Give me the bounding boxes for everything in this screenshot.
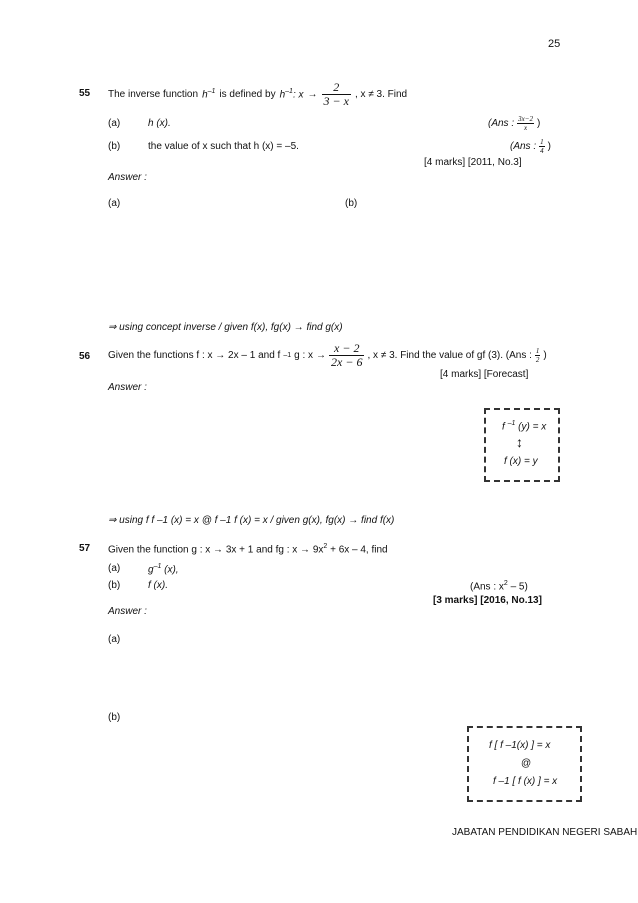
q55-answer-label: Answer : bbox=[108, 172, 147, 183]
q57-part-b-label: (b) bbox=[108, 580, 121, 591]
q56-marks: [4 marks] [Forecast] bbox=[440, 369, 529, 380]
q57-part-a-label: (a) bbox=[108, 563, 121, 574]
q56-box-line2: f (x) = y bbox=[504, 456, 538, 467]
q57-box-line2: f –1 [ f (x) ] = x bbox=[493, 776, 558, 787]
q56-answer-fraction: $\frac{1}{2}$ bbox=[535, 346, 540, 364]
q57-box-line1: f [ f –1(x) ] = x bbox=[489, 740, 551, 751]
q55-fn-h: $h^{-1}$ bbox=[202, 87, 216, 101]
q55-answer-b: (b) bbox=[345, 198, 358, 209]
q55-answer-a: (a) bbox=[108, 198, 121, 209]
question-55-number: 55 bbox=[79, 88, 91, 99]
q55-part-a-answer: (Ans : $\frac{3x-2}{x}$ ) bbox=[488, 114, 541, 132]
q55-part-b-label: (b) bbox=[108, 141, 121, 152]
page-number: 25 bbox=[548, 38, 561, 50]
q57-box-at: @ bbox=[521, 758, 532, 769]
q57-part-b-text: f (x). bbox=[148, 580, 168, 591]
footer-department: JABATAN PENDIDIKAN NEGERI SABAH bbox=[452, 827, 638, 838]
q56-stem-pre: Given the functions f : x → 2x – 1 and f bbox=[108, 349, 281, 361]
q56-arrow: → bbox=[316, 349, 327, 361]
question-55-stem bbox=[108, 76, 407, 112]
q55-part-a-label: (a) bbox=[108, 118, 121, 129]
q56-stem-g: g : x bbox=[294, 349, 314, 361]
q55-part-b-text: the value of x such that h (x) = –5. bbox=[148, 141, 299, 152]
question-57-number: 57 bbox=[79, 543, 91, 554]
q57-part-a-text: $g^{-1}$ (x), bbox=[148, 563, 179, 576]
q56-fraction: $\frac{x - 2}{2x - 6}$ bbox=[331, 340, 363, 369]
q57-marks: [3 marks] [2016, No.13] bbox=[433, 595, 542, 606]
q57-inverse-identity-box bbox=[467, 726, 582, 802]
question-56-number: 56 bbox=[79, 351, 91, 362]
up-down-arrow-icon: ↕ bbox=[516, 434, 523, 450]
q55-condition: , x ≠ 3. Find bbox=[354, 88, 408, 100]
q55-arrow: → bbox=[307, 88, 318, 100]
hint-inverse-concept: ⇒ using concept inverse / given f(x), fg(x) → find g(x) bbox=[108, 322, 343, 333]
q57-answer-a: (a) bbox=[108, 634, 121, 645]
q57-answer-label: Answer : bbox=[108, 606, 147, 617]
q57-answer-b: (b) bbox=[108, 712, 121, 723]
q55-part-a-text: h (x). bbox=[148, 118, 171, 129]
q55-stem-mid: is defined by bbox=[219, 88, 276, 100]
q55-fraction: $\frac{2}{3 - x}$ bbox=[323, 79, 349, 108]
q55-map: $h^{-1}$: x bbox=[279, 87, 304, 101]
q56-stem-post: , x ≠ 3. Find the value of gf (3). (Ans : bbox=[367, 349, 532, 361]
question-57-stem: Given the function g : x → 3x + 1 and fg : $x \to 9x^2 + 6x - 4$, find bbox=[108, 543, 388, 556]
q55-marks: [4 marks] [2011, No.3] bbox=[424, 157, 522, 168]
q56-box-line1: f $^{-1}$ (y) = x bbox=[502, 420, 547, 433]
question-56-stem bbox=[108, 337, 547, 373]
q56-answer-close: ) bbox=[543, 349, 547, 361]
q56-inv-sup: –1 bbox=[283, 351, 292, 359]
q55-stem-pre: The inverse function bbox=[108, 88, 199, 100]
q55-part-b-answer: (Ans : $\frac{1}{4}$ ) bbox=[510, 137, 551, 155]
hint-inverse-composite: ⇒ using f f –1 (x) = x @ f –1 f (x) = x / given g(x), fg(x) → find f(x) bbox=[108, 515, 395, 526]
q56-inverse-identity-box bbox=[484, 408, 560, 482]
q57-part-b-answer: (Ans : $x^2 - 5$) bbox=[470, 580, 528, 593]
q56-answer-label: Answer : bbox=[108, 382, 147, 393]
